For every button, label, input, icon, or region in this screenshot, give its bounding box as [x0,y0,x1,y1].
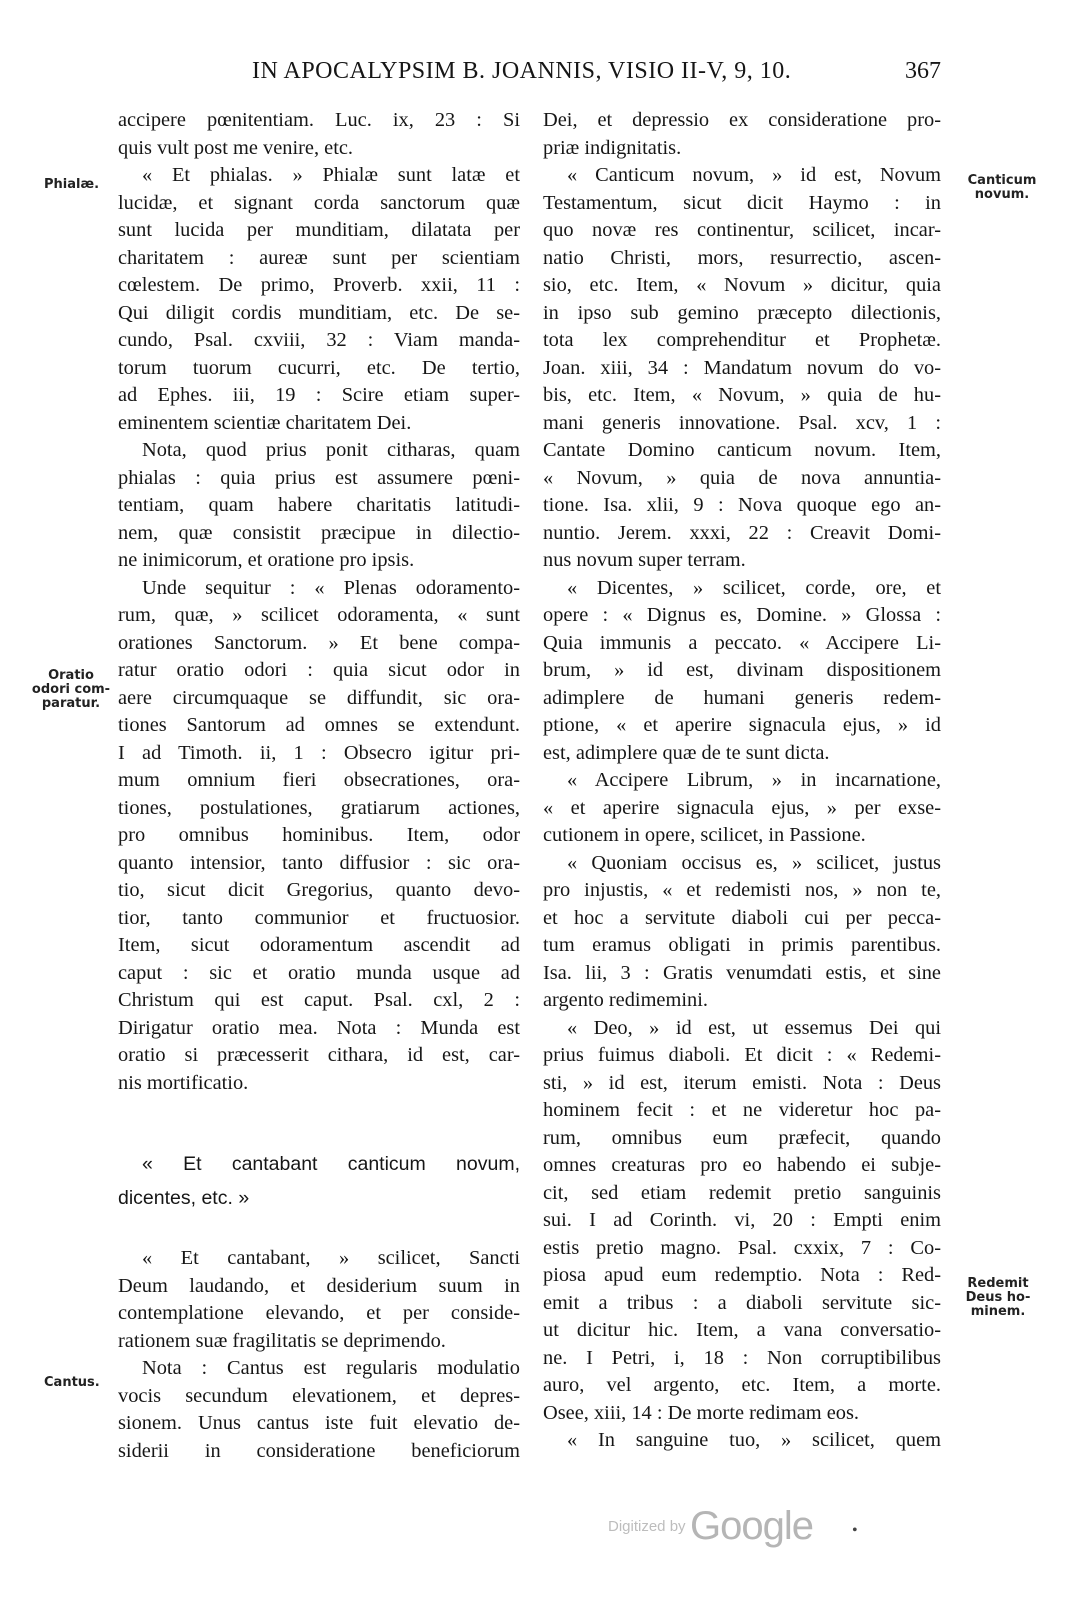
left-column [118,107,520,1465]
margin-note-redemit [955,1277,1041,1319]
text-line: tum eramus obligati in primis parentibus. [543,934,941,956]
text-line: orationes Sanctorum. » Et bene compa- [118,631,520,654]
text-line: contemplatione elevando, et per conside- [118,1302,520,1324]
text-line: nem, quæ consistit præcipue in dilectio- [118,521,520,544]
text-line: in ipso sub gemino præcepto dilectionis, [543,301,941,324]
text-line: priæ indignitatis. [543,136,682,159]
text-line: ratur oratio odori : quia sicut odor in [118,659,520,681]
paragraph [118,162,520,437]
text-line: mum omnium fieri obsecrationes, ora- [118,769,520,791]
google-logo: Google [690,1504,813,1548]
text-line: Nota, quod prius ponit citharas, quam [142,439,520,461]
text-line: aere circumquaque se diffundit, sic ora- [118,686,520,709]
text-line: phialas : quia prius est assumere pœni- [118,466,520,489]
text-line: « Deo, » id est, ut essemus Dei qui [567,1016,941,1039]
text-line: tiones Santorum ad omnes se extendunt. [118,714,520,736]
text-line: rum, omnibus eum præfecit, quando [543,1126,941,1149]
text-line: auro, vel argento, etc. Item, a morte. [543,1374,941,1396]
digitized-watermark [608,1504,813,1549]
margin-note-line: minem. [970,1304,1026,1319]
text-line: piosa apud eum redemptio. Nota : Red- [543,1264,941,1286]
margin-note-line: Oratio [48,668,94,683]
text-line: lucidæ, et signant corda sanctorum quæ [118,191,520,214]
verse-quote [118,1147,520,1215]
paragraph [118,107,520,162]
text-line: « Accipere Librum, » in incarnatione, [567,769,941,791]
text-line: cundo, Psal. cxviii, 32 : Viam manda- [118,329,520,351]
text-line: « et aperire signacula ejus, » per exse- [543,796,941,819]
text-line: quis vult post me venire, etc. [118,136,354,159]
text-line: rum, quæ, » scilicet odoramenta, « sunt [118,604,520,626]
margin-note-line: Cantus. [44,1375,100,1390]
text-line: tio, sicut dicit Gregorius, quanto devo- [118,879,520,901]
text-line: cutionem in opere, scilicet, in Passione. [543,824,866,846]
text-line: « Quoniam occisus es, » scilicet, justus [567,851,941,874]
text-line: Dirigatur oratio mea. Nota : Munda est [118,1016,520,1039]
text-line: omnes creaturas pro eo habendo ei subje- [543,1154,941,1176]
paragraph [118,437,520,575]
text-line: ptione, « et aperire signacula ejus, » id [543,714,941,736]
paragraph [118,1355,520,1465]
text-line: sui. I ad Corinth. vi, 20 : Empti enim [543,1209,941,1231]
text-line: prius fuimus diaboli. Et dicit : « Redemi- [543,1044,941,1066]
text-line: Unde sequitur : « Plenas odoramento- [142,576,520,599]
running-header [0,58,1081,98]
text-line: natio Christi, mors, resurrectio, ascen- [543,246,941,269]
text-line: quo novæ res continentur, scilicet, incar- [543,219,941,241]
text-line: tentiam, quam habere charitatis latitudi- [118,494,520,516]
paragraph [118,575,520,1098]
margin-note-cantus [44,1376,100,1390]
margin-note-line: Redemit [967,1276,1029,1291]
text-line: Nota : Cantus est regularis modulatio [142,1357,520,1379]
text-line: Qui diligit cordis munditiam, etc. De se- [118,301,520,324]
text-line: argento redimemini. [543,989,708,1011]
text-line: nus novum super terram. [543,549,746,571]
text-line: ad Ephes. iii, 19 : Scire etiam super- [118,384,520,406]
text-line: I ad Timoth. ii, 1 : Obsecro igitur pri- [118,741,520,764]
text-line: cit, sed etiam redemit pretio sanguinis [543,1181,941,1204]
paragraph [543,850,941,1015]
text-line: tior, tanto communior et fructuosior. [118,906,520,929]
text-line: eminentem scientiæ charitatem Dei. [118,411,412,434]
text-line: accipere pœnitentiam. Luc. ix, 23 : Si [118,109,520,131]
text-line: Quia immunis a peccato. « Accipere Li- [543,631,941,654]
paragraph [543,1015,941,1428]
text-line: dicentes, etc. » [118,1187,250,1209]
text-line: pro omnibus hominibus. Item, odor [118,824,520,846]
margin-note-line: Deus ho- [965,1290,1031,1305]
text-line: rationem suæ fragilitatis se deprimendo. [118,1329,446,1352]
text-line: Osee, xiii, 14 : De morte redimam eos. [543,1401,859,1424]
text-line: « Novum, » quia de nova annuntia- [543,466,941,489]
text-line: Item, sicut odoramentum ascendit ad [118,934,520,956]
text-line: mani generis innovatione. Psal. xcv, 1 : [543,411,941,434]
text-line: ut dicitur hic. Item, a vana conversatio- [543,1319,941,1341]
text-line: bis, etc. Item, « Novum, » quia de hu- [543,384,941,406]
watermark-prefix: Digitized by [608,1518,686,1535]
paragraph [543,162,941,575]
text-line: vocis secundum elevationem, et depres- [118,1384,520,1407]
text-line: tota lex comprehenditur et Prophetæ. [543,329,941,351]
text-line: estis pretio magno. Psal. cxxix, 7 : Co- [543,1236,941,1259]
text-line: et hoc a servitute diaboli cui per pecca- [543,906,941,929]
paragraph [118,1245,520,1355]
margin-note-line: odori com- [31,682,111,697]
text-line: « Dicentes, » scilicet, corde, ore, et [567,576,941,599]
text-line: « Et cantabant, » scilicet, Sancti [142,1247,520,1269]
right-column [543,107,941,1455]
text-line: ne inimicorum, et oratione pro ipsis. [118,549,415,571]
text-line: cœlestem. De primo, Proverb. xxii, 11 : [118,274,520,296]
text-line: Christum qui est caput. Psal. cxl, 2 : [118,989,520,1011]
paragraph [543,107,941,162]
text-line: torum tuorum cucurri, etc. De tertio, [118,356,520,379]
text-line: « Canticum novum, » id est, Novum [567,164,941,186]
margin-note-line: paratur. [41,696,101,711]
text-line: sio, etc. Item, « Novum » dicitur, quia [543,274,941,296]
text-line: sti, » id est, iterum emisti. Nota : Deus [543,1071,941,1094]
text-line: caput : sic et oratio munda usque ad [118,961,520,984]
text-line: quanto intensior, tanto diffusior : sic ora- [118,851,520,874]
paragraph [543,767,941,850]
text-line: est, adimplere quæ de te sunt dicta. [543,741,830,764]
margin-note-phialae [44,178,99,192]
text-line: opere : « Dignus es, Domine. » Glossa : [543,604,941,626]
text-line: hominem fecit : et ne videretur hoc pa- [543,1099,941,1121]
text-line: siderii in consideratione beneficiorum [118,1439,520,1462]
text-line: nis mortificatio. [118,1071,249,1094]
text-line: oratio si præcesserit cithara, id est, car- [118,1044,520,1066]
text-line: « In sanguine tuo, » scilicet, quem [567,1429,941,1451]
margin-note-line: novum. [974,187,1030,202]
paragraph [543,575,941,768]
text-line: « Et cantabant canticum novum, [142,1153,520,1175]
text-line: tiones, postulationes, gratiarum actiones, [118,796,520,819]
text-line: Joan. xiii, 34 : Mandatum novum do vo- [543,356,941,379]
text-line: nuntio. Jerem. xxxi, 22 : Creavit Domi- [543,521,941,544]
text-line: ne. I Petri, i, 18 : Non corruptibilibus [543,1346,941,1369]
text-line: Cantate Domino canticum novum. Item, [543,439,941,461]
running-title: IN APOCALYPSIM B. JOANNIS, VISIO II-V, 9, 10. [252,58,792,84]
text-line: Deum laudando, et desiderium suum in [118,1274,520,1297]
margin-note-line: Canticum [967,173,1037,188]
text-line: brum, » id est, divinam dispositionem [543,659,941,681]
margin-note-oratio [22,669,120,711]
page-number: 367 [905,58,941,84]
text-line: Dei, et depressio ex consideratione pro- [543,109,941,131]
speck-mark: • [852,1522,858,1539]
text-line: emit a tribus : a diaboli servitute sic- [543,1291,941,1314]
text-line: pro injustis, « et redemisti nos, » non te, [543,879,941,901]
text-line: tione. Isa. xlii, 9 : Nova quoque ego an- [543,494,941,516]
margin-note-line: Phialæ. [44,177,100,192]
margin-note-canticum [960,174,1044,202]
text-line: Testamentum, sicut dicit Haymo : in [543,191,941,214]
text-line: sionem. Unus cantus iste fuit elevatio de- [118,1412,520,1434]
text-line: adimplere de humani generis redem- [543,686,941,709]
text-line: sunt lucida per munditiam, dilatata per [118,219,520,241]
text-line: charitatem : aureæ sunt per scientiam [118,246,520,269]
text-line: « Et phialas. » Phialæ sunt latæ et [142,164,520,186]
paragraph [543,1427,941,1455]
text-line: Isa. lii, 3 : Gratis venumdati estis, et sine [543,961,941,984]
